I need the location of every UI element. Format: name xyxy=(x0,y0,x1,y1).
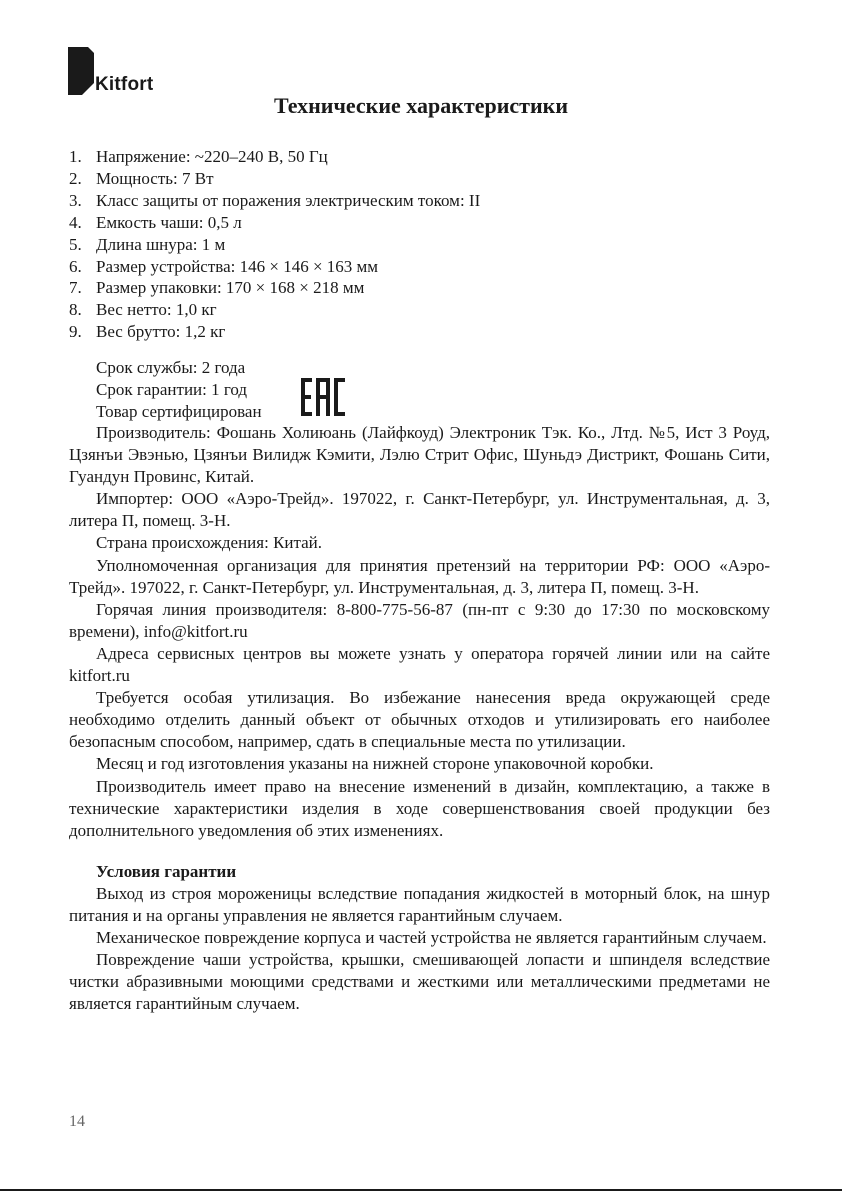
list-item-text: Емкость чаши: 0,5 л xyxy=(96,212,242,232)
warranty-period-text: Срок гарантии: 1 год xyxy=(96,380,248,399)
list-item-number: 4. xyxy=(69,212,82,232)
list-item-number: 8. xyxy=(69,300,82,320)
page-number: 14 xyxy=(69,1113,85,1130)
list-item xyxy=(69,277,480,299)
list-item-text: Мощность: 7 Вт xyxy=(96,168,214,188)
eac-mark-icon xyxy=(301,378,345,416)
page-title: Технические характеристики xyxy=(273,93,569,118)
list-item-text: Вес нетто: 1,0 кг xyxy=(96,300,217,320)
list-item-number: 1. xyxy=(69,147,82,166)
service-info xyxy=(96,357,262,423)
kitfort-logo xyxy=(68,47,178,95)
list-item-text: Длина шнура: 1 м xyxy=(96,234,226,254)
certified-text: Товар сертифицирован xyxy=(96,402,262,421)
list-item-text: Размер упаковки: 170 × 168 × 218 мм xyxy=(96,278,365,298)
list-item xyxy=(69,190,480,212)
warranty-heading: Условия гарантии xyxy=(96,861,237,881)
manufacturer-paragraph: Производитель: Фошань Холиюань (Лайфкоуд) Электроник Тэк. Ко., Лтд. №5, Ист 3 Роуд, Цзянъи Эвэнью, Цзянъи Вилидж Кэмити, Лэлю Стрит Офис, Шуньдэ Дистрикт, Фошань Сити, Гуандун Провинс, Китай. xyxy=(69,423,770,487)
list-item-number: 2. xyxy=(69,168,82,188)
list-item xyxy=(69,234,480,256)
document-body xyxy=(69,422,770,1015)
list-item-number: 6. xyxy=(69,256,82,276)
list-item-number: 9. xyxy=(69,322,82,342)
list-item xyxy=(69,168,480,190)
list-item-number: 7. xyxy=(69,278,82,298)
manufacture-date-paragraph: Месяц и год изготовления указаны на нижней стороне упаковочной коробки. xyxy=(96,754,654,774)
authorized-org-paragraph: Уполномоченная организация для принятия претензий на территории РФ: ООО «Аэро-Трейд». 197022, г. Санкт-Петербург, ул. Инструментальная, д. 3, литера П, помещ. 3-Н. xyxy=(69,555,770,597)
warranty-paragraph: Выход из строя мороженицы вследствие попадания жидкостей в моторный блок, на шнур питания и на органы управления не является гарантийным случаем. xyxy=(69,883,770,925)
warranty-paragraph: Механическое повреждение корпуса и частей устройства не является гарантийным случаем. xyxy=(96,928,767,948)
hotline-paragraph: Горячая линия производителя: 8-800-775-56-87 (пн-пт с 9:30 до 17:30 по московскому времени), info@kitfort.ru xyxy=(69,599,770,641)
list-item xyxy=(69,212,480,234)
spec-list xyxy=(69,146,480,343)
list-item-text: Класс защиты от поражения электрическим током: II xyxy=(96,190,481,210)
service-centers-paragraph: Адреса сервисных центров вы можете узнать у оператора горячей линии или на сайте kitfort.ru xyxy=(69,643,770,686)
origin-paragraph: Страна происхождения: Китай. xyxy=(96,533,323,553)
list-item-number: 3. xyxy=(69,190,82,210)
list-item-number: 5. xyxy=(69,234,82,254)
list-item xyxy=(69,299,480,321)
list-item-text: Напряжение: ~220–240 В, 50 Гц xyxy=(96,147,328,166)
service-life-text: Срок службы: 2 года xyxy=(96,358,246,377)
brand-name: Kitfort xyxy=(95,74,154,95)
list-item-text: Вес брутто: 1,2 кг xyxy=(96,322,226,342)
changes-paragraph: Производитель имеет право на внесение изменений в дизайн, комплектацию, а также в технические характеристики изделия в ходе совершенствования своей продукции без дополнительного уведомления об этих изменениях. xyxy=(69,776,770,840)
list-item xyxy=(69,321,480,343)
list-item-text: Размер устройства: 146 × 146 × 163 мм xyxy=(96,256,379,276)
list-item xyxy=(69,146,480,168)
warranty-paragraph: Повреждение чаши устройства, крышки, смешивающей лопасти и шпинделя вследствие чистки абразивными моющими средствами и жесткими или металлическими предметами не является гарантийным случаем. xyxy=(69,950,770,1014)
list-item xyxy=(69,256,480,278)
importer-paragraph: Импортер: ООО «Аэро-Трейд». 197022, г. Санкт-Петербург, ул. Инструментальная, д. 3, литера П, помещ. 3-Н. xyxy=(69,489,770,531)
kitfort-logo-icon xyxy=(68,47,94,95)
disposal-paragraph: Требуется особая утилизация. Во избежание нанесения вреда окружающей среде необходимо отделить данный объект от обычных отходов и утилизировать его наиболее безопасным способом, например, сдать в специальные места по утилизации. xyxy=(69,688,770,752)
